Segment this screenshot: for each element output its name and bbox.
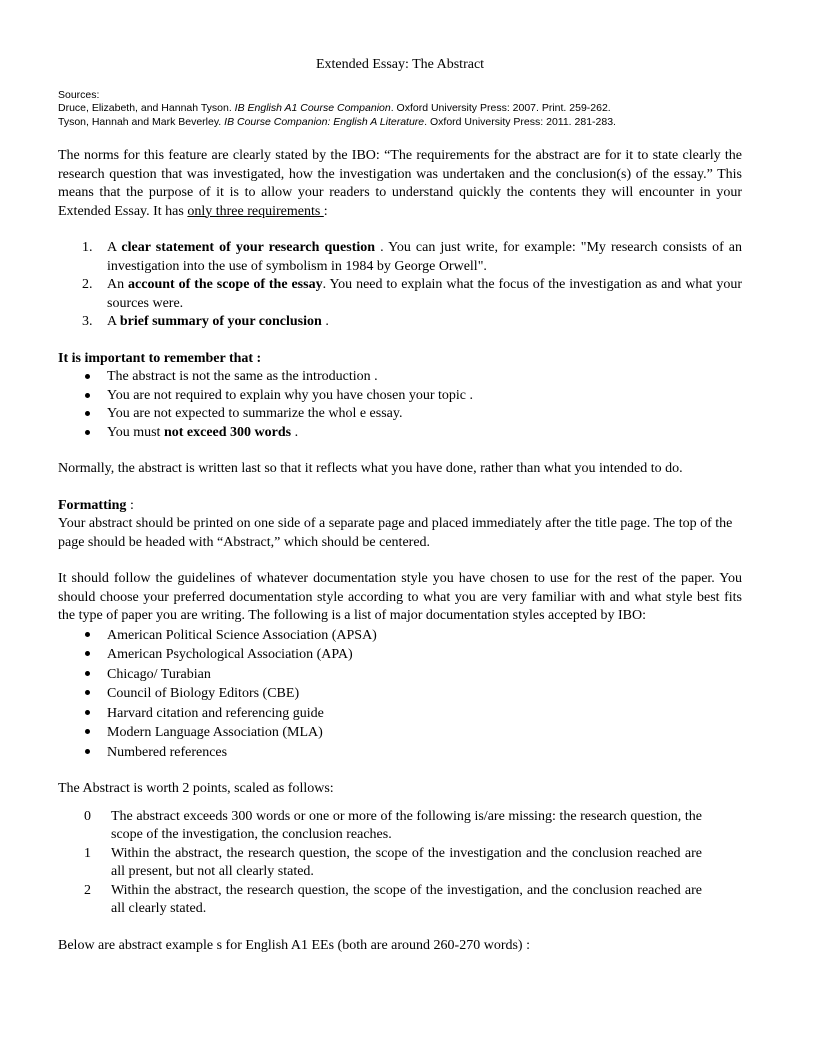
list-item: Chicago/ Turabian [58, 665, 742, 685]
list-item: Harvard citation and referencing guide [58, 704, 742, 724]
list-item: 0 The abstract exceeds 300 words or one or more of the following is/are missing: the research question, the scope of the investigation, the conclusion reaches. [84, 808, 702, 842]
list-item: You are not required to explain why you have chosen your topic . [58, 387, 742, 406]
worth-paragraph: The Abstract is worth 2 points, scaled as follows: [58, 781, 334, 796]
list-item: You must not exceed 300 words . [58, 424, 742, 443]
list-item: The abstract is not the same as the introduction . [58, 368, 742, 387]
styles-paragraph: It should follow the guidelines of whatever documentation style you have chosen to use for the rest of the paper. You should choose your preferred documentation style according to what you are very familiar with and what style best fits the type of paper you are writing. The following is a list of major documentation styles accepted by IBO: [58, 571, 742, 623]
normally-paragraph: Normally, the abstract is written last so that it reflects what you have done, rather than what you intended to do. [58, 461, 683, 476]
list-item: Modern Language Association (MLA) [58, 723, 742, 743]
source-entry: Druce, Elizabeth, and Hannah Tyson. IB English A1 Course Companion. Oxford University Press: 2007. Print. 259-262. [58, 102, 611, 114]
source-title: IB English A1 Course Companion [234, 102, 391, 114]
list-item: Numbered references [58, 743, 742, 763]
list-item: American Psychological Association (APA) [58, 645, 742, 665]
remember-heading: It is important to remember that : [58, 350, 262, 366]
list-item: 1 Within the abstract, the research question, the scope of the investigation and the conclusion reached are all present, but not all clearly stated. [84, 845, 702, 879]
list-item: American Political Science Association (APSA) [58, 626, 742, 646]
requirements-underlined: only three requirements [187, 203, 324, 219]
formatting-heading: Formatting [58, 497, 127, 513]
list-item: 1. A clear statement of your research question . You can just write, for example: "My research consists of an investigation into the use of symbolism in 1984 by George Orwell". [82, 240, 743, 274]
list-item: Council of Biology Editors (CBE) [58, 684, 742, 704]
bullet-icon [85, 710, 90, 715]
requirements-list [58, 239, 742, 332]
list-item: 2 Within the abstract, the research question, the scope of the investigation, and the conclusion reached are all clearly stated. [84, 882, 702, 916]
styles-list [58, 626, 742, 763]
sources-label: Sources: [58, 88, 100, 101]
bullet-icon [85, 651, 90, 656]
page-title: Extended Essay: The Abstract [315, 57, 485, 72]
source-title: IB Course Companion: English A Literature [224, 115, 425, 128]
bullet-icon [85, 671, 90, 676]
source-entry: Tyson, Hannah and Mark Beverley. IB Course Companion: English A Literature. Oxford University Press: 2011. 281-283. [58, 115, 616, 128]
bullet-icon [85, 729, 90, 734]
formatting-paragraph: Formatting : Your abstract should be printed on one side of a separate page and placed immediately after the title page. The top of the page should be headed with “Abstract,” which should be centered. [58, 497, 733, 550]
document-page [58, 56, 742, 973]
bullet-icon [85, 393, 90, 398]
bullet-icon [85, 411, 90, 416]
bullet-icon [85, 374, 90, 379]
bullet-icon [85, 430, 90, 435]
bullet-icon [85, 690, 90, 695]
intro-paragraph: The norms for this feature are clearly stated by the IBO: “The requirements for the abstract are for it to state clearly the research question that was investigated, how the investigation was undertaken and the conclusion(s) of the essay.” This means that the purpose of it is to allow your readers to understand quickly the contents they will encounter in your Extended Essay. It has only three requirements : [58, 148, 742, 219]
bullet-icon [85, 632, 90, 637]
scale-list [58, 808, 742, 919]
list-item: 2. An account of the scope of the essay. You need to explain what the focus of the investigation as and what your sources were. [82, 277, 742, 311]
remember-list [58, 368, 742, 442]
below-paragraph: Below are abstract example s for English A1 EEs (both are around 260-270 words) : [58, 937, 530, 953]
list-item: 3. A brief summary of your conclusion . [82, 314, 329, 329]
list-item: You are not expected to summarize the whol e essay. [58, 405, 742, 424]
sources-block [58, 89, 742, 130]
bullet-icon [85, 749, 90, 754]
